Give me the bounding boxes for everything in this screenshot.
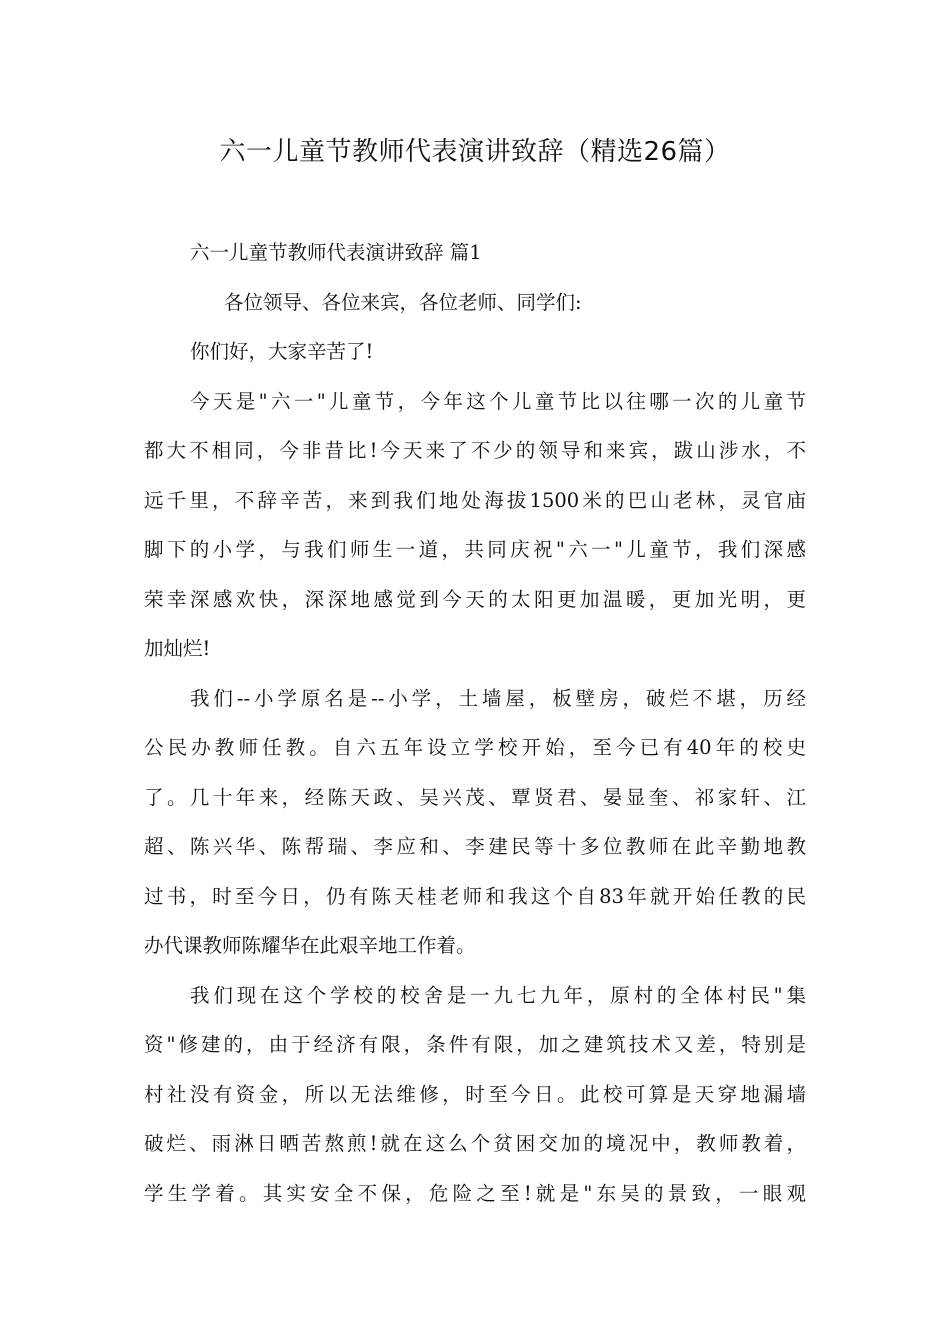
section-heading: 六一儿童节教师代表演讲致辞 篇1 xyxy=(190,241,482,264)
paragraph-1 xyxy=(144,377,806,674)
paragraph-2 xyxy=(144,674,806,971)
paragraph-line: 加灿烂! xyxy=(144,637,211,660)
paragraph-line: 破烂、雨淋日晒苦熬煎!就在这么个贫困交加的境况中，教师教着， xyxy=(144,1132,806,1155)
paragraph-line: 今天是"六一"儿童节，今年这个儿童节比以往哪一次的儿童节 xyxy=(190,389,806,413)
paragraph-line: 学生学着。其实安全不保，危险之至!就是"东吴的景致，一眼观 xyxy=(144,1181,806,1205)
paragraph-line: 过书，时至今日，仍有陈天桂老师和我这个自83年就开始任教的民 xyxy=(144,884,806,908)
paragraph-line: 了。几十年来，经陈天政、吴兴茂、覃贤君、晏显奎、祁家轩、江 xyxy=(144,785,806,809)
paragraph-line: 村社没有资金，所以无法维修，时至今日。此校可算是天穿地漏墙 xyxy=(144,1082,806,1106)
paragraph-line: 我们--小学原名是--小学，土墙屋，板壁房，破烂不堪，历经 xyxy=(190,686,806,710)
paragraph-line: 都大不相同，今非昔比!今天来了不少的领导和来宾，跋山涉水，不 xyxy=(144,439,806,462)
paragraph-3 xyxy=(144,971,806,1219)
paragraph-line: 荣幸深感欢快，深深地感觉到今天的太阳更加温暖，更加光明，更 xyxy=(144,587,806,611)
paragraph-line: 远千里，不辞辛苦，来到我们地处海拔1500米的巴山老林，灵官庙 xyxy=(144,488,806,512)
paragraph-line: 办代课教师陈耀华在此艰辛地工作着。 xyxy=(144,934,476,957)
document-body xyxy=(144,228,806,1218)
paragraph-line: 脚下的小学，与我们师生一道，共同庆祝"六一"儿童节，我们深感 xyxy=(144,538,806,561)
paragraph-line: 公民办教师任教。自六五年设立学校开始，至今已有40年的校史 xyxy=(144,736,806,759)
paragraph-line: 我们现在这个学校的校舍是一九七九年，原村的全体村民"集 xyxy=(190,983,806,1007)
opening-line: 你们好，大家辛苦了! xyxy=(190,340,374,363)
paragraph-line: 资"修建的，由于经济有限，条件有限，加之建筑技术又差，特别是 xyxy=(144,1033,806,1056)
greeting-line: 各位领导、各位来宾，各位老师、同学们: xyxy=(224,290,582,314)
document-title: 六一儿童节教师代表演讲致辞（精选26篇） xyxy=(219,137,731,167)
paragraph-line: 超、陈兴华、陈帮瑞、李应和、李建民等十多位教师在此辛勤地教 xyxy=(144,835,806,858)
